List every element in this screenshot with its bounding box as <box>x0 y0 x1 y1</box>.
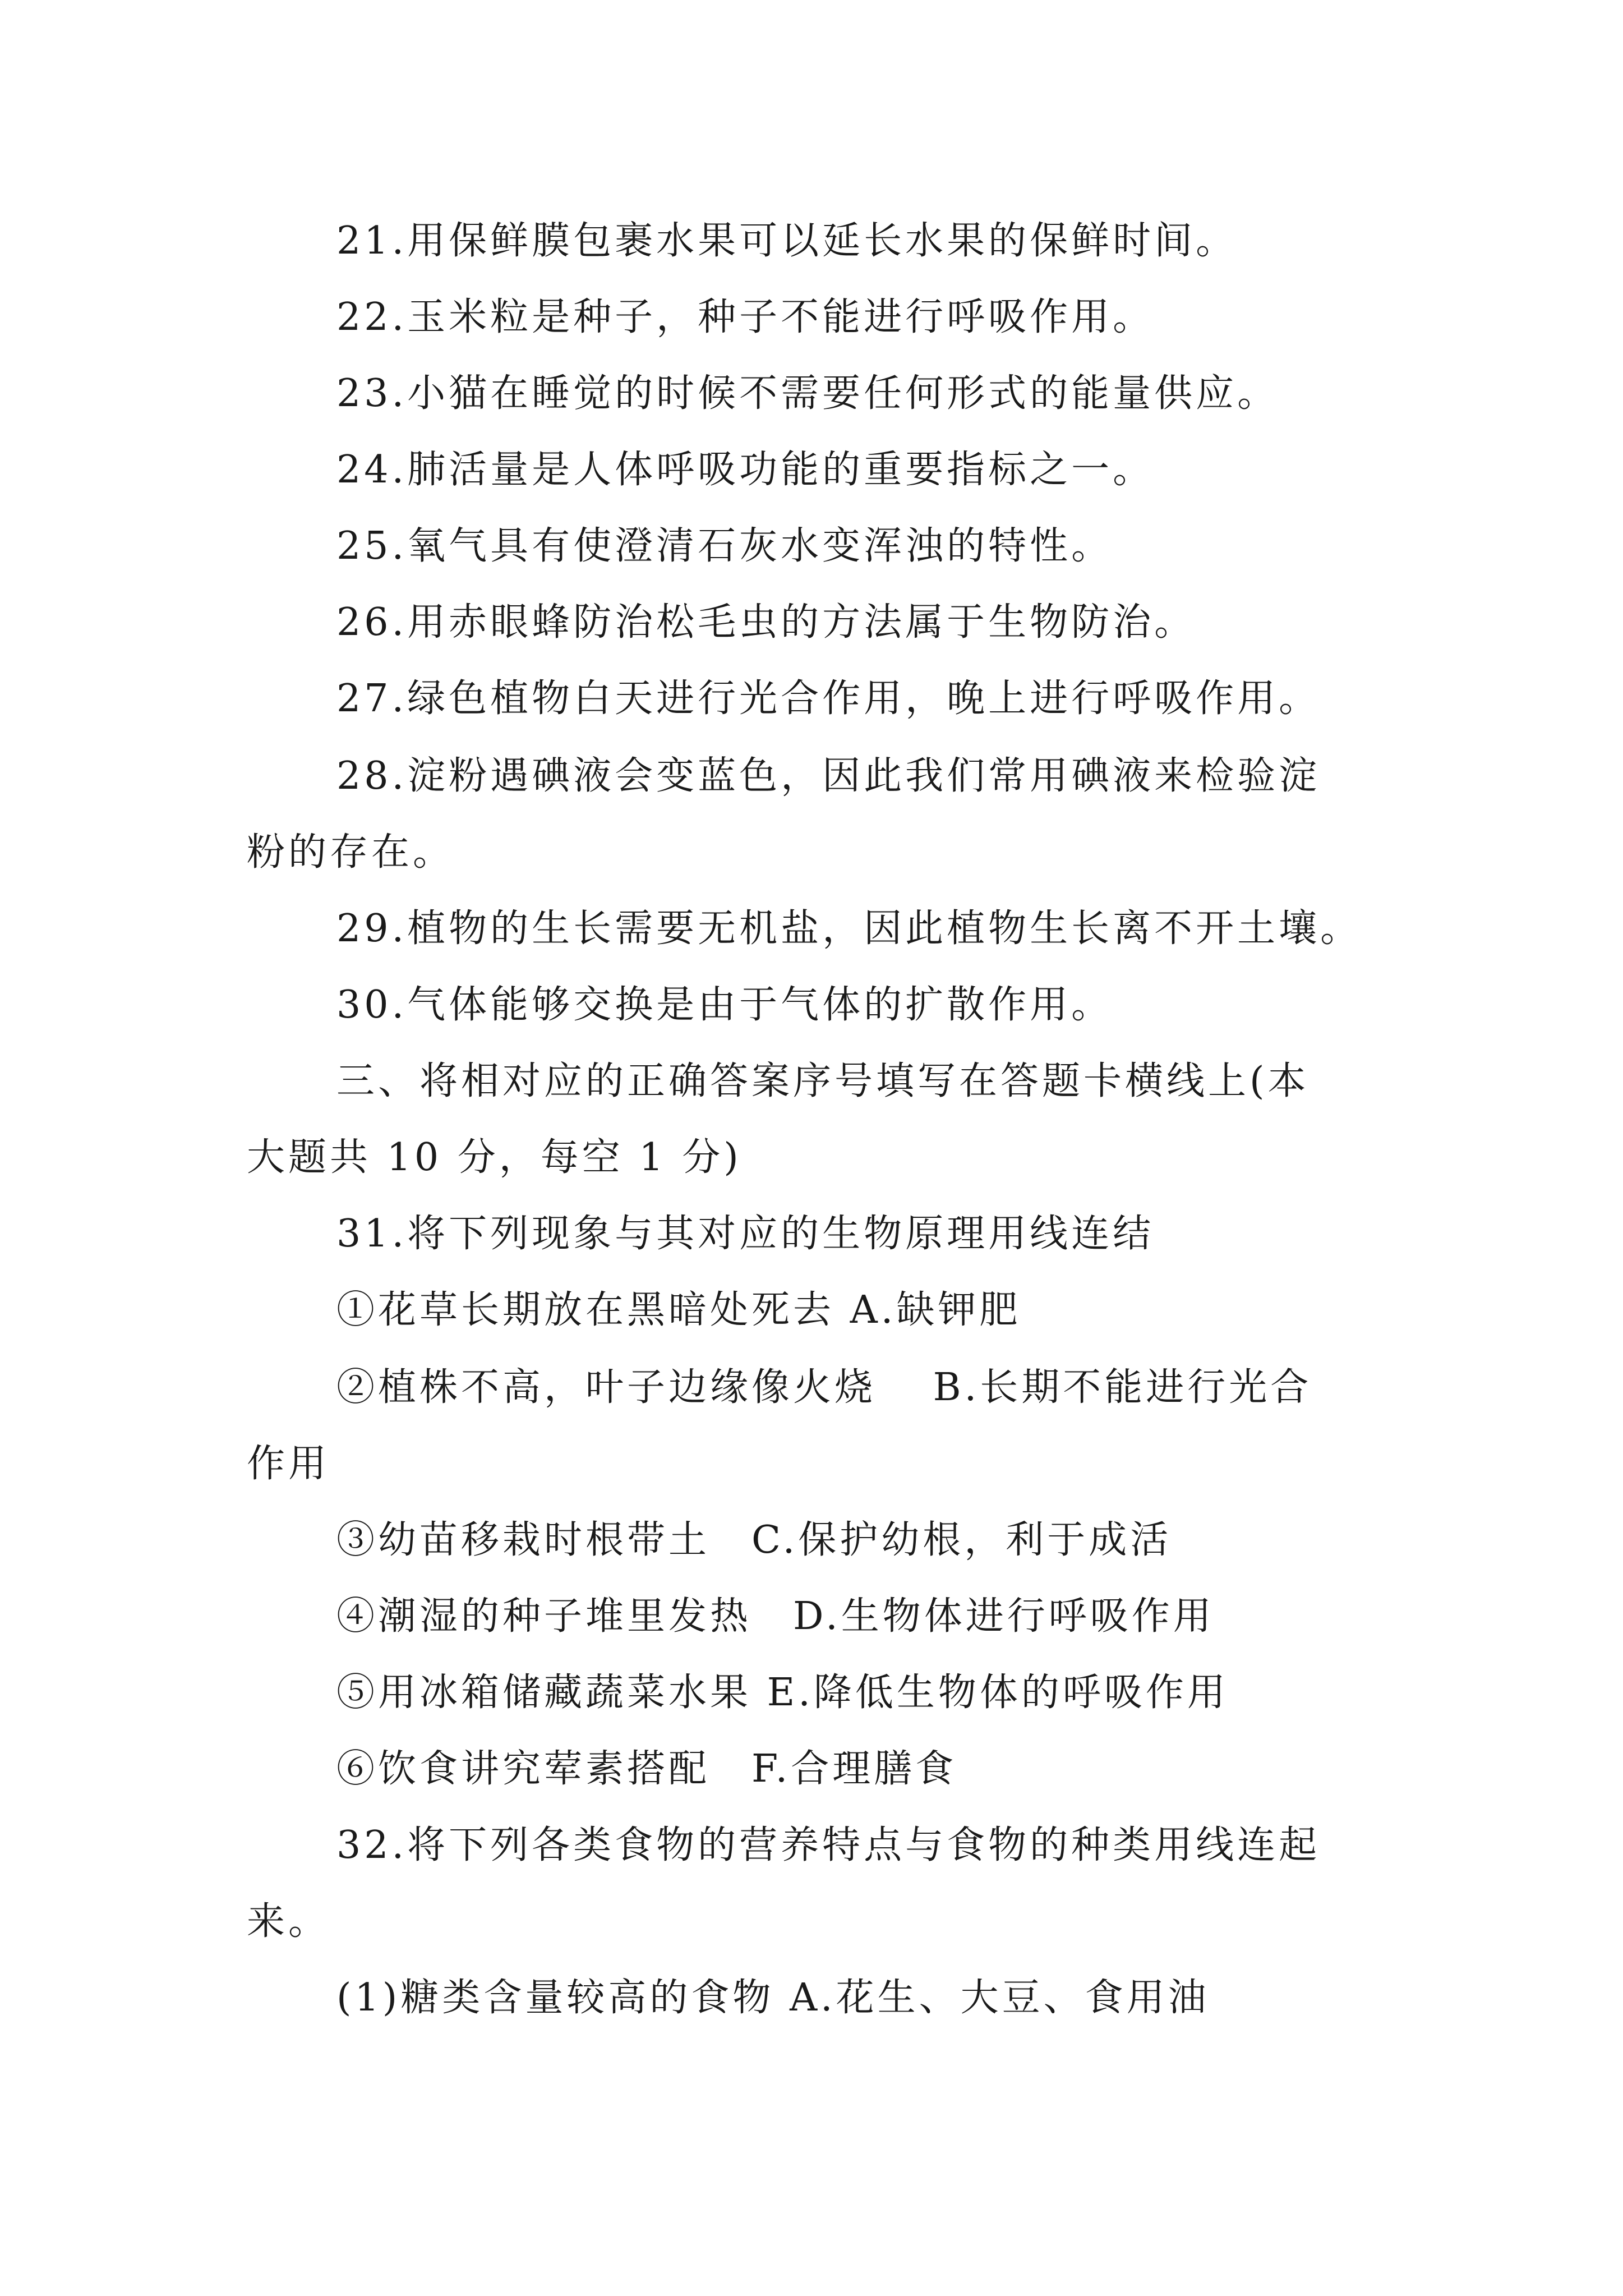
match-item-5: ⑤用冰箱储藏蔬菜水果 E.降低生物体的呼吸作用 <box>336 1671 1229 1715</box>
statement-28-continued: 粉的存在。 <box>247 830 455 875</box>
statement-23: 23.小猫在睡觉的时候不需要任何形式的能量供应。 <box>336 371 1279 416</box>
statement-22: 22.玉米粒是种子，种子不能进行呼吸作用。 <box>336 295 1155 339</box>
question-32-continued: 来。 <box>247 1899 330 1944</box>
match-item-6: ⑥饮食讲究荤素搭配 F.合理膳食 <box>336 1747 957 1791</box>
statement-24: 24.肺活量是人体呼吸功能的重要指标之一。 <box>336 448 1155 492</box>
statement-30: 30.气体能够交换是由于气体的扩散作用。 <box>336 983 1113 1027</box>
statement-28: 28.淀粉遇碘液会变蓝色，因此我们常用碘液来检验淀 <box>336 754 1321 798</box>
statement-27: 27.绿色植物白天进行光合作用，晚上进行呼吸作用。 <box>336 677 1321 721</box>
section-three-heading: 三、将相对应的正确答案序号填写在答题卡横线上(本 <box>336 1059 1310 1103</box>
match-item-3: ③幼苗移栽时根带土 C.保护幼根，利于成活 <box>336 1518 1172 1562</box>
question-32: 32.将下列各类食物的营养特点与食物的种类用线连起 <box>336 1823 1321 1867</box>
statement-26: 26.用赤眼蜂防治松毛虫的方法属于生物防治。 <box>336 600 1196 645</box>
question-31: 31.将下列现象与其对应的生物原理用线连结 <box>336 1212 1155 1256</box>
match-item-1: ①花草长期放在黑暗处死去 A.缺钾肥 <box>336 1288 1021 1332</box>
match-item-4: ④潮湿的种子堆里发热 D.生物体进行呼吸作用 <box>336 1594 1215 1639</box>
match-item-2-continued: 作用 <box>247 1442 330 1486</box>
statement-29: 29.植物的生长需要无机盐，因此植物生长离不开土壤。 <box>336 907 1362 951</box>
match-item-2: ②植株不高，叶子边缘像火烧 B.长期不能进行光合 <box>336 1365 1312 1410</box>
statement-21: 21.用保鲜膜包裹水果可以延长水果的保鲜时间。 <box>336 219 1238 263</box>
section-three-heading-continued: 大题共 10 分，每空 1 分) <box>247 1135 742 1180</box>
food-item-1: (1)糖类含量较高的食物 A.花生、大豆、食用油 <box>336 1976 1210 2020</box>
statement-25: 25.氧气具有使澄清石灰水变浑浊的特性。 <box>336 524 1113 568</box>
